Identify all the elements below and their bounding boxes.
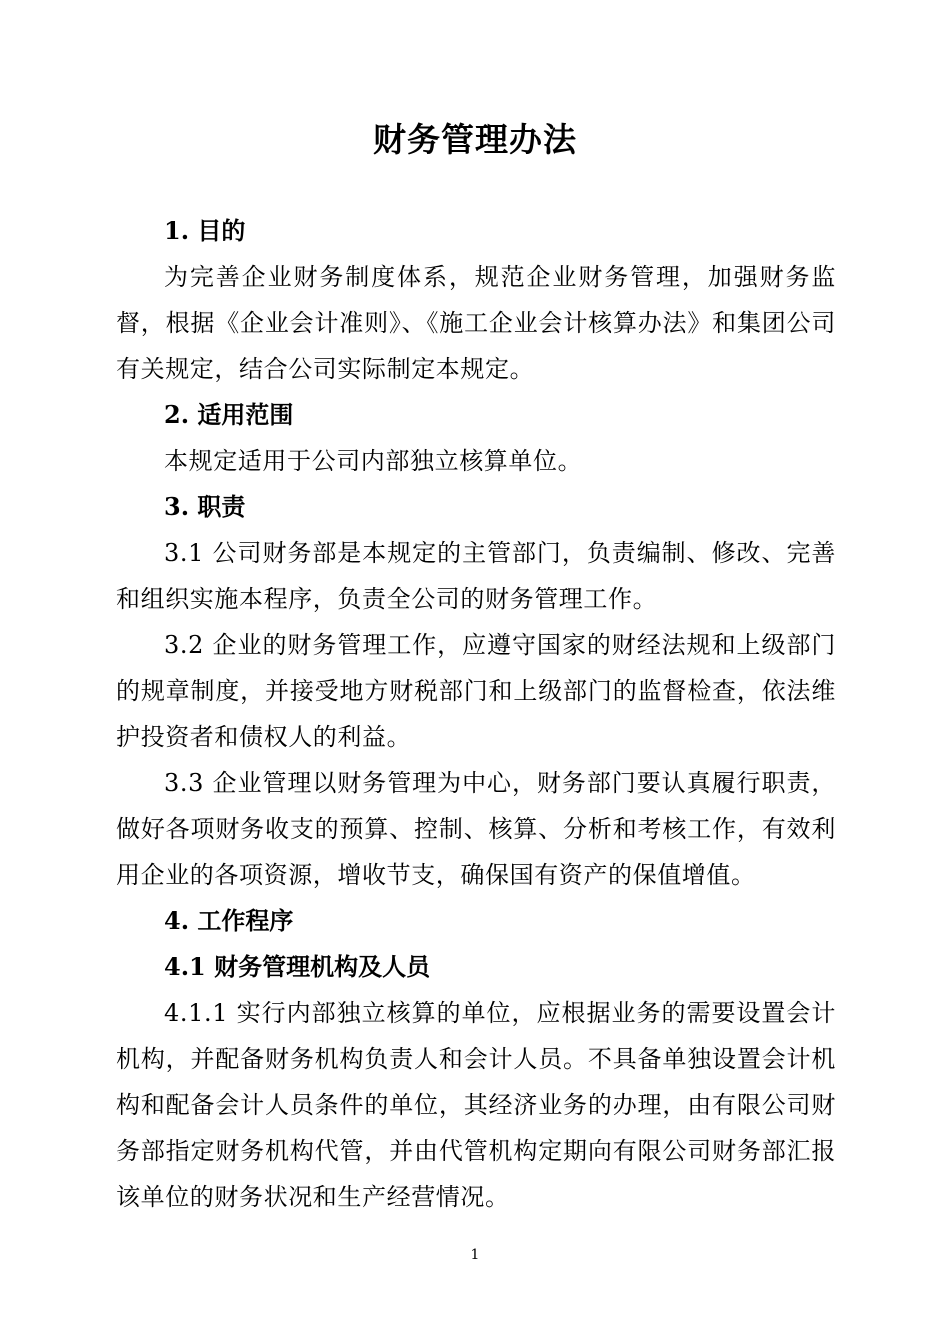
section-heading-scope: 2. 适用范围: [164, 400, 294, 429]
paragraph-4-1-1: 4.1.1 实行内部独立核算的单位，应根据业务的需要设置会计机构，并配备财务机构负责人和会计人员。不具备单独设置会计机构和配备会计人员条件的单位，其经济业务的办理，由有限公司财务部指定财务机构代管，并由代管机构定期向有限公司财务部汇报该单位的财务状况和生产经营情况。: [116, 999, 836, 1211]
section-heading-procedure: 4. 工作程序: [164, 906, 294, 935]
subsection-heading-4-1: 4.1 财务管理机构及人员: [164, 952, 431, 981]
document-title: 财务管理办法: [373, 120, 577, 159]
paragraph-responsibility-3-1: 3.1 公司财务部是本规定的主管部门，负责编制、修改、完善和组织实施本程序，负责全公司的财务管理工作。: [116, 539, 836, 613]
paragraph-responsibility-3-3: 3.3 企业管理以财务管理为中心，财务部门要认真履行职责，做好各项财务收支的预算、控制、核算、分析和考核工作，有效利用企业的各项资源，增收节支，确保国有资产的保值增值。: [116, 769, 836, 889]
section-heading-purpose: 1. 目的: [164, 216, 246, 245]
document-body: [116, 208, 836, 1220]
paragraph-scope: 本规定适用于公司内部独立核算单位。: [164, 447, 583, 475]
page-number: 1: [470, 1247, 480, 1263]
paragraph-purpose: 为完善企业财务制度体系，规范企业财务管理，加强财务监督，根据《企业会计准则》、《施工企业会计核算办法》和集团公司有关规定，结合公司实际制定本规定。: [116, 263, 836, 383]
paragraph-responsibility-3-2: 3.2 企业的财务管理工作，应遵守国家的财经法规和上级部门的规章制度，并接受地方财税部门和上级部门的监督检查，依法维护投资者和债权人的利益。: [116, 631, 836, 751]
section-heading-responsibilities: 3. 职责: [164, 492, 246, 521]
